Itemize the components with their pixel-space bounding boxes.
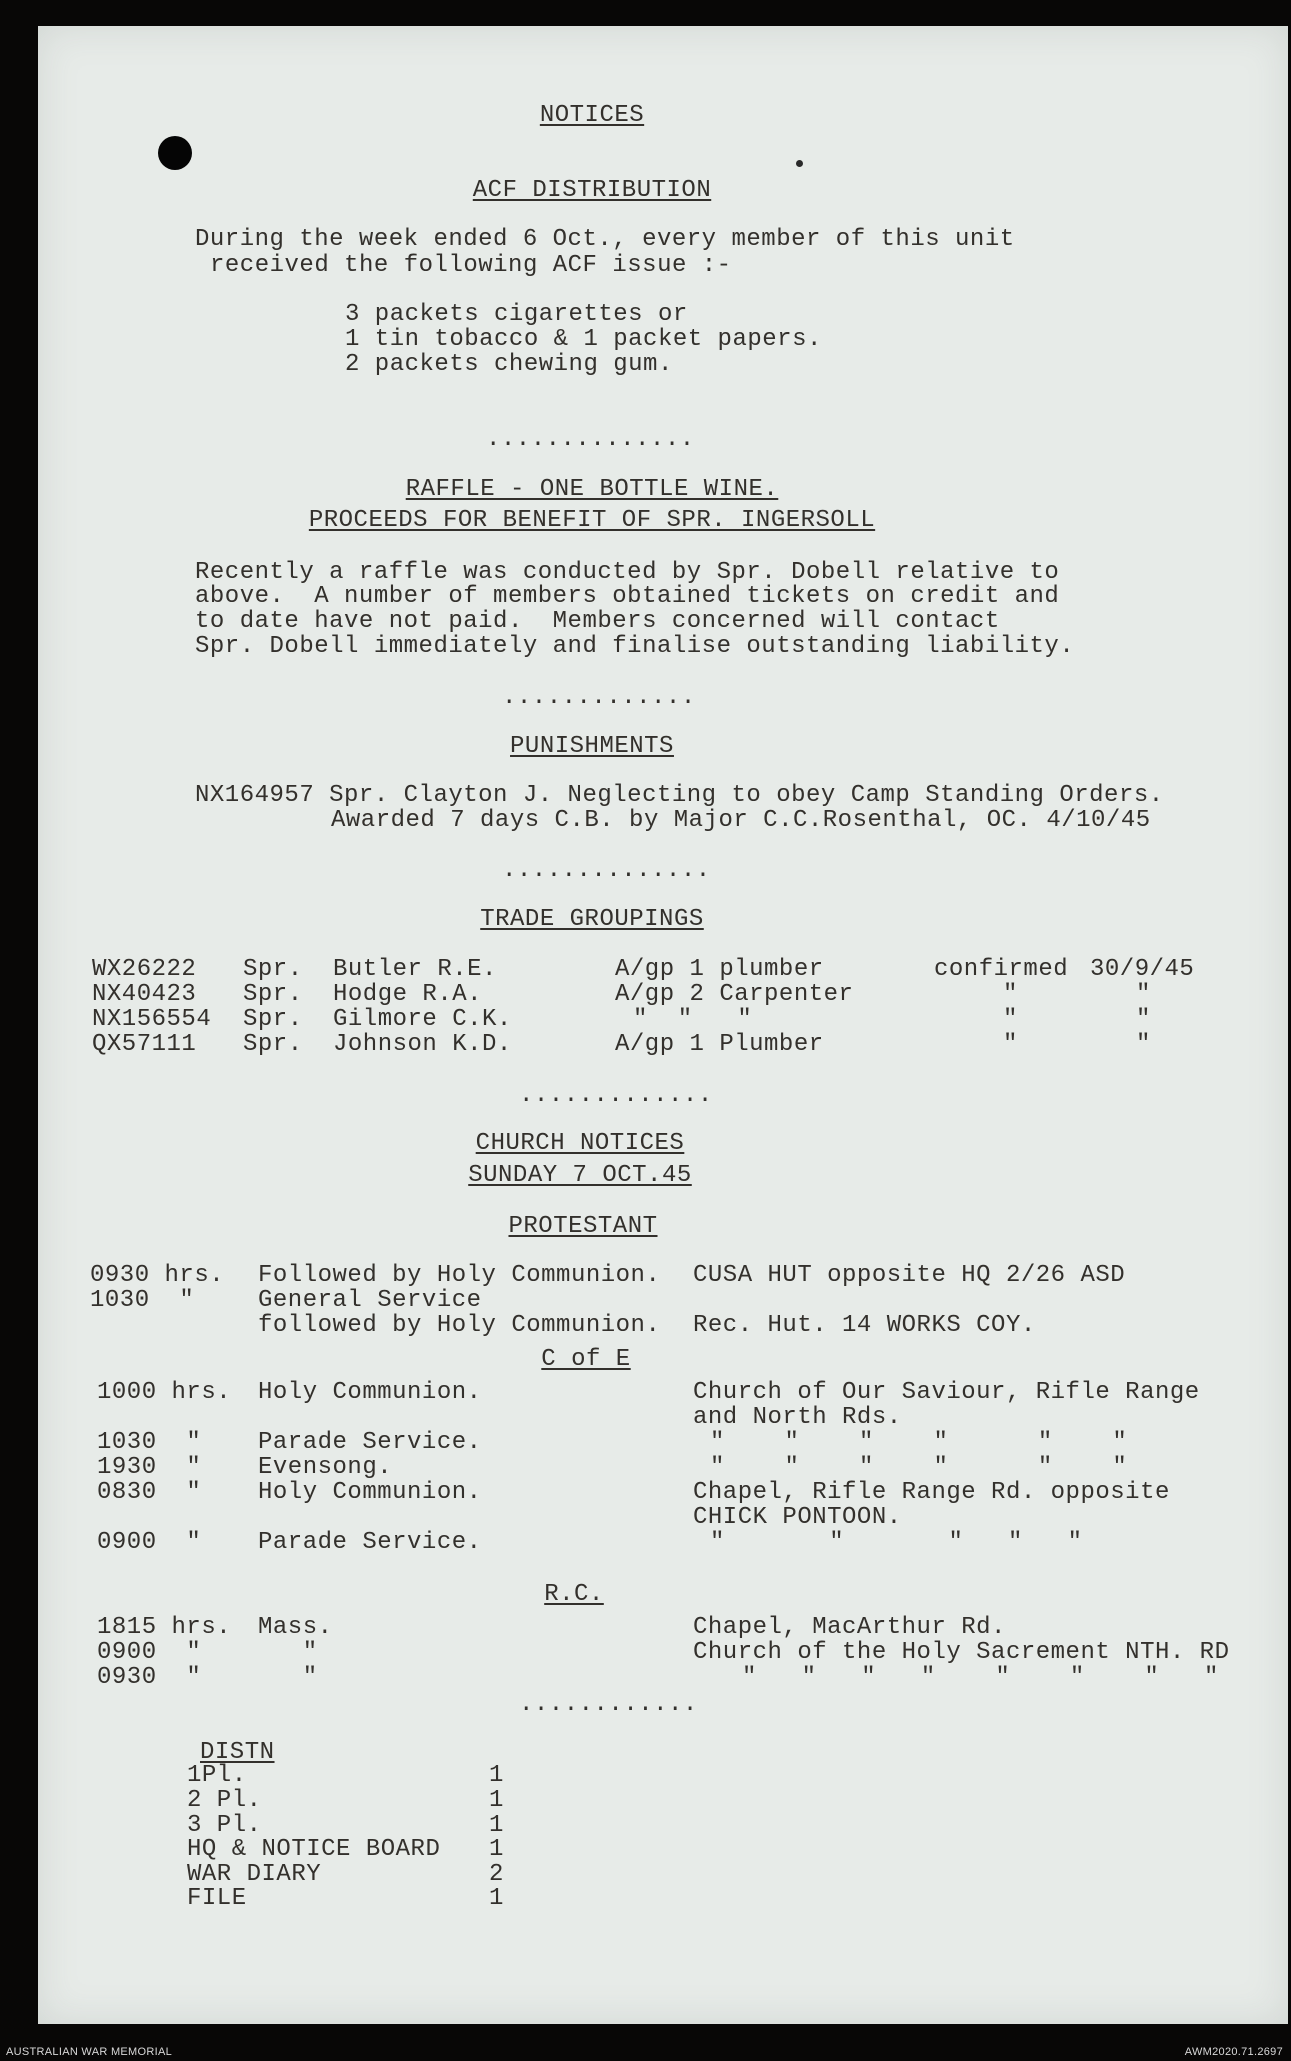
distn-qty: 2 [489, 1861, 504, 1888]
punishment-line: NX164957 Spr. Clayton J. Neglecting to obey Camp Standing Orders. [195, 782, 1164, 809]
service-place: " " " " " " [710, 1429, 1128, 1456]
service-time: 0830 " [97, 1479, 202, 1506]
raffle-body-line: Spr. Dobell immediately and finalise outstanding liability. [195, 633, 1075, 660]
footer-source: AUSTRALIAN WAR MEMORIAL [6, 2046, 173, 2058]
distn-label: 2 Pl. [187, 1787, 262, 1814]
service-name: Holy Communion. [258, 1379, 482, 1406]
trade-row-group: A/gp 2 Carpenter [615, 981, 854, 1008]
trade-row-name: Butler R.E. [333, 956, 497, 983]
protestant-heading: PROTESTANT [508, 1213, 658, 1240]
raffle-body-line: above. A number of members obtained tickets on credit and [195, 583, 1060, 610]
service-name: Mass. [258, 1614, 333, 1641]
service-name: " [258, 1639, 318, 1666]
trade-row-group: A/gp 1 plumber [615, 956, 824, 983]
service-time: 1030 " [90, 1287, 195, 1314]
trade-row-date: " [1136, 1031, 1151, 1058]
service-time: 1000 hrs. [97, 1379, 232, 1406]
trade-row-number: NX40423 [92, 981, 197, 1008]
acf-item: 1 tin tobacco & 1 packet papers. [345, 326, 822, 353]
separator: ............ [519, 1691, 698, 1718]
acf-item: 3 packets cigarettes or [345, 301, 688, 328]
service-place: " " " " " " " " [742, 1664, 1219, 1691]
trade-row-rank: Spr. [243, 1006, 303, 1033]
rc-heading: R.C. [544, 1581, 604, 1608]
separator: ............. [519, 1082, 713, 1109]
distn-label: HQ & NOTICE BOARD [187, 1836, 441, 1863]
service-name: Holy Communion. [258, 1479, 482, 1506]
service-time: 1030 " [97, 1429, 202, 1456]
trade-row-group: " " " [633, 1006, 753, 1033]
trade-row-number: WX26222 [92, 956, 197, 983]
distn-label: 1Pl. [187, 1762, 247, 1789]
raffle-body-line: Recently a raffle was conducted by Spr. Dobell relative to [195, 559, 1060, 586]
punishments-heading: PUNISHMENTS [510, 733, 674, 760]
ink-speck [796, 160, 803, 167]
raffle-subheading: PROCEEDS FOR BENEFIT OF SPR. INGERSOLL [308, 507, 876, 534]
service-place: Chapel, Rifle Range Rd. opposite [693, 1479, 1170, 1506]
service-place: Rec. Hut. 14 WORKS COY. [693, 1312, 1036, 1339]
service-time: 0900 " [97, 1639, 202, 1666]
trade-row-name: Johnson K.D. [333, 1031, 512, 1058]
trade-row-status: confirmed [934, 956, 1069, 983]
service-name: " [258, 1664, 318, 1691]
trade-row-date: " [1136, 1006, 1151, 1033]
trade-row-date: 30/9/45 [1090, 956, 1195, 983]
trade-row-date: " [1136, 981, 1151, 1008]
trade-row-status: " [1003, 981, 1018, 1008]
trade-row-rank: Spr. [243, 956, 303, 983]
service-time: 0930 hrs. [90, 1262, 225, 1289]
trade-row-name: Hodge R.A. [333, 981, 483, 1008]
trade-row-status: " [1003, 1006, 1018, 1033]
distn-qty: 1 [489, 1762, 504, 1789]
service-name: followed by Holy Communion. [258, 1312, 661, 1339]
service-name: Parade Service. [258, 1529, 482, 1556]
punch-hole [158, 136, 192, 170]
distn-qty: 1 [489, 1885, 504, 1912]
trade-row-name: Gilmore C.K. [333, 1006, 512, 1033]
raffle-body-line: to date have not paid. Members concerned will contact [195, 608, 1000, 635]
distn-heading: DISTN [200, 1739, 275, 1766]
raffle-heading: RAFFLE - ONE BOTTLE WINE. [405, 476, 779, 503]
distn-label: FILE [187, 1885, 247, 1912]
trade-row-status: " [1003, 1031, 1018, 1058]
service-place: Chapel, MacArthur Rd. [693, 1614, 1006, 1641]
service-place: " " " " " [710, 1529, 1083, 1556]
separator: .............. [502, 857, 711, 884]
punishment-line: Awarded 7 days C.B. by Major C.C.Rosenthal, OC. 4/10/45 [331, 807, 1151, 834]
trade-row-rank: Spr. [243, 981, 303, 1008]
trade-row-group: A/gp 1 Plumber [615, 1031, 824, 1058]
cofe-heading: C of E [541, 1346, 631, 1373]
service-time: 1930 " [97, 1454, 202, 1481]
service-place: CUSA HUT opposite HQ 2/26 ASD [693, 1262, 1126, 1289]
service-name: Evensong. [258, 1454, 393, 1481]
trade-row-number: NX156554 [92, 1006, 212, 1033]
service-time: 1815 hrs. [97, 1614, 232, 1641]
acf-intro-line: received the following ACF issue :- [210, 252, 732, 279]
church-date: SUNDAY 7 OCT.45 [468, 1162, 692, 1189]
service-name: Followed by Holy Communion. [258, 1262, 661, 1289]
separator: .............. [486, 426, 695, 453]
church-heading: CHURCH NOTICES [475, 1130, 685, 1157]
distn-qty: 1 [489, 1812, 504, 1839]
page-title: NOTICES [539, 102, 645, 129]
service-time: 0930 " [97, 1664, 202, 1691]
distn-label: WAR DIARY [187, 1861, 322, 1888]
service-place: " " " " " " [710, 1454, 1128, 1481]
service-name: Parade Service. [258, 1429, 482, 1456]
acf-intro-line: During the week ended 6 Oct., every member of this unit [195, 226, 1015, 253]
service-place: CHICK PONTOON. [693, 1504, 902, 1531]
service-time: 0900 " [97, 1529, 202, 1556]
distn-qty: 1 [489, 1836, 504, 1863]
footer-accession-number: AWM2020.71.2697 [1184, 2046, 1283, 2058]
acf-heading: ACF DISTRIBUTION [472, 177, 712, 204]
service-place: and North Rds. [693, 1404, 902, 1431]
trade-heading: TRADE GROUPINGS [480, 906, 704, 933]
service-place: Church of Our Saviour, Rifle Range [693, 1379, 1200, 1406]
service-name: General Service [258, 1287, 482, 1314]
trade-row-rank: Spr. [243, 1031, 303, 1058]
acf-item: 2 packets chewing gum. [345, 351, 673, 378]
distn-label: 3 Pl. [187, 1812, 262, 1839]
trade-row-number: QX57111 [92, 1031, 197, 1058]
separator: ............. [502, 684, 696, 711]
distn-qty: 1 [489, 1787, 504, 1814]
service-place: Church of the Holy Sacrement NTH. RD [693, 1639, 1230, 1666]
